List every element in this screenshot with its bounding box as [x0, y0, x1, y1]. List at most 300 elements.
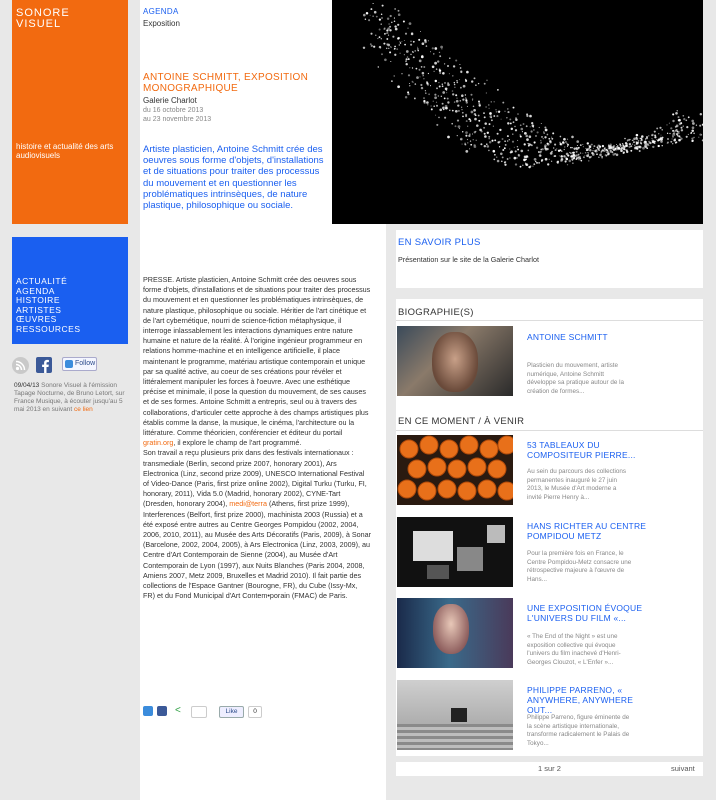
particle — [447, 98, 449, 100]
particle — [484, 145, 486, 147]
particle — [572, 155, 573, 156]
particle — [455, 110, 458, 113]
particle — [420, 31, 421, 32]
particle — [496, 156, 498, 158]
particle — [557, 161, 559, 163]
particle — [612, 146, 614, 148]
particle — [672, 135, 674, 137]
particle — [608, 147, 610, 149]
particle — [384, 27, 386, 29]
particle — [447, 136, 450, 139]
particle — [543, 138, 544, 139]
particle — [555, 149, 557, 151]
particle — [398, 13, 401, 16]
item-thumbnail[interactable] — [397, 680, 513, 750]
particle — [454, 84, 456, 86]
particle — [524, 155, 527, 158]
particle — [405, 33, 407, 35]
particle — [397, 24, 399, 26]
particle — [478, 120, 480, 122]
particle — [466, 71, 469, 74]
particle — [442, 103, 444, 105]
item-title-1[interactable]: 53 TABLEAUX DU COMPOSITEUR PIERRE... — [527, 440, 636, 460]
particle — [497, 133, 499, 135]
particle — [504, 147, 506, 149]
particle — [412, 51, 413, 52]
like-count: 0 — [248, 706, 262, 718]
particle — [676, 125, 679, 128]
particle — [373, 3, 374, 4]
particle — [363, 14, 366, 17]
particle — [566, 143, 567, 144]
particle — [509, 157, 511, 159]
particle — [409, 22, 412, 25]
date-to: au 23 novembre 2013 — [143, 116, 212, 123]
particle — [667, 138, 669, 140]
particle — [389, 29, 391, 31]
particle — [536, 162, 538, 164]
particle — [394, 48, 396, 50]
share-icon[interactable]: < — [175, 706, 185, 716]
particle — [395, 28, 398, 31]
particle — [532, 125, 535, 128]
particle — [439, 86, 441, 88]
particle — [548, 138, 550, 140]
news-link[interactable]: ce lien — [73, 406, 93, 413]
particle — [381, 14, 383, 16]
particle — [386, 48, 387, 49]
particle — [572, 147, 573, 148]
particle — [624, 147, 625, 148]
particle — [517, 140, 518, 141]
particle — [567, 146, 568, 147]
particle — [474, 118, 477, 121]
particle — [388, 48, 389, 49]
particle — [467, 139, 468, 140]
particle — [470, 144, 472, 146]
gratin-link[interactable]: gratin.org — [143, 438, 174, 448]
particle — [509, 148, 510, 149]
particle — [439, 52, 440, 53]
facebook-share-icon[interactable] — [157, 706, 167, 716]
particle — [379, 18, 381, 20]
particle — [507, 111, 509, 113]
particle — [620, 147, 623, 150]
particle — [571, 136, 574, 139]
particle — [468, 135, 470, 137]
body-text: PRESSE. Artiste plasticien, Antoine Schmitt crée des oeuvres sous forme d'objets, d'installations et de situations pour traiter des processus du mouvement et en questionner les problématiques intrinsèques, de nature plastique, philosophique ou sociale. Héritier de l'art cinétique et de l'art cybernétique, nourri de science-fiction métaphysique, il interroge inlassablement les interactions dynamiques entre nature humaine et nature de la réalité. À l'origine ingénieur programmeur en relations homme-machine et en intelligence artificielle, il place maintenant le programme, matériau artistique contemporain et unique par sa qualité active, au coeur de ses créations pour révéler et littéralement manipuler les forces à l'oeuvre. Avec une esthétique précise et minimale, il pose la question du mouvement, de ses causes et de ses formes. Antoine Schmitt a entrepris, seul ou à travers des collaborations, d'articuler cette approche à des champs artistiques plus établis comme la danse, la musique, le cinéma, l'architecture ou la littérature. Comme théoricien, conférencier et éditeur du portail — [143, 275, 371, 438]
particle — [674, 135, 675, 136]
particle — [569, 152, 570, 153]
particle — [614, 153, 615, 154]
particle — [382, 5, 384, 7]
particle — [487, 132, 489, 134]
particle — [667, 141, 669, 143]
particle — [381, 38, 382, 39]
hero-image — [332, 0, 703, 224]
particle — [659, 127, 661, 129]
item-desc-2: Pour la première fois en France, le Centre Pompidou-Metz consacre une rétrospective majeure à l'œuvre de Hans... — [527, 550, 632, 583]
particle — [439, 72, 441, 74]
particle — [476, 124, 479, 127]
particle — [592, 153, 595, 156]
facebook-icon[interactable] — [36, 357, 52, 373]
particle — [405, 96, 407, 98]
particle — [504, 161, 506, 163]
particle — [390, 61, 391, 62]
particle — [559, 155, 560, 156]
particle — [407, 93, 409, 95]
article-lead: Artiste plasticien, Antoine Schmitt crée des oeuvres sous forme d'objets, d'installations et de situations pour traiter des processus du mouvement et en questionner les problématiques intrinsèques, de nature plastique, philosophique ou sociale. — [143, 144, 324, 212]
particle — [388, 35, 389, 36]
particle — [444, 82, 446, 84]
particle — [530, 126, 531, 127]
particle — [601, 156, 602, 157]
particle — [449, 110, 450, 111]
breadcrumb-section[interactable]: AGENDA — [143, 7, 179, 16]
particle — [540, 151, 541, 152]
particle — [394, 21, 396, 23]
particle — [539, 127, 540, 128]
particle — [407, 27, 408, 28]
particle — [465, 98, 467, 100]
particle — [469, 134, 470, 135]
nav-item-agenda[interactable]: AGENDA — [16, 285, 55, 296]
particle — [507, 158, 509, 160]
particle — [491, 119, 493, 121]
savoir-link[interactable]: Présentation sur le site de la Galerie Charlot — [398, 255, 540, 264]
particle — [501, 160, 503, 162]
twitter-follow-button[interactable] — [62, 357, 97, 371]
particle — [397, 85, 400, 88]
particle — [516, 157, 517, 158]
particle — [585, 152, 587, 154]
orange-discs-image — [397, 435, 513, 505]
particle — [500, 153, 503, 156]
particle — [481, 130, 483, 132]
item-title-4[interactable]: PHILIPPE PARRENO, « ANYWHERE, ANYWHERE OUT... — [527, 685, 634, 715]
particle — [485, 106, 486, 107]
body-text: Son travail a reçu plusieurs prix dans des festivals internationaux : transmediale (Berlin, second prize 2007, honorary 2001), Ars Electronica (Linz, second prize 2009), UNESCO International Festival of Video-Dance (Paris, first prize online 2002), Digital Turku (Turku, FI, honorary, 2011), Vida 5.0 (Madrid, honorary 2002), CYNE-Tart (Dresden, honorary 2004), — [143, 448, 367, 509]
particle — [484, 135, 487, 138]
particle — [681, 129, 683, 131]
particle — [363, 47, 365, 49]
particle — [420, 84, 422, 86]
particle — [561, 151, 562, 152]
particle — [580, 159, 581, 160]
particle — [586, 154, 589, 157]
particle — [454, 82, 455, 83]
particle — [426, 101, 429, 104]
particle — [583, 146, 584, 147]
particle — [466, 120, 468, 122]
nav-item-histoire[interactable]: HISTOIRE — [16, 295, 60, 306]
share-count-box — [191, 706, 207, 718]
particle — [433, 71, 434, 72]
particle — [593, 145, 595, 147]
particle — [522, 165, 524, 167]
rss-icon[interactable] — [12, 357, 29, 374]
particle — [414, 98, 415, 99]
main-nav — [12, 237, 128, 344]
particle — [630, 145, 632, 147]
particle — [685, 119, 687, 121]
nav-item-artistes[interactable]: ARTISTES — [16, 304, 62, 315]
particle — [541, 136, 543, 138]
particle — [416, 68, 418, 70]
particle — [588, 154, 589, 155]
particle — [607, 153, 609, 155]
particle — [578, 156, 581, 159]
particle — [630, 150, 632, 152]
particle — [493, 159, 495, 161]
particle — [493, 150, 496, 153]
particle — [569, 160, 572, 163]
particle — [543, 131, 544, 132]
particle — [560, 136, 562, 138]
particle — [514, 126, 515, 127]
particle — [578, 154, 580, 156]
particle — [596, 146, 598, 148]
particle — [502, 156, 504, 158]
particle — [368, 19, 370, 21]
twitter-share-icon[interactable] — [143, 706, 153, 716]
particle — [436, 102, 437, 103]
particle — [465, 94, 466, 95]
particle — [534, 158, 537, 161]
particle — [598, 145, 599, 146]
particle — [404, 40, 405, 41]
item-thumbnail[interactable] — [397, 598, 513, 668]
steps-shape — [397, 724, 513, 750]
particle — [488, 104, 489, 105]
particle — [526, 138, 529, 141]
particle — [383, 43, 385, 45]
particle — [654, 140, 656, 142]
particle — [491, 140, 493, 142]
item-title-2[interactable]: HANS RICHTER AU CENTRE POMPIDOU METZ — [527, 521, 647, 541]
bio-thumbnail[interactable] — [397, 326, 513, 396]
particle — [658, 133, 659, 134]
particle — [495, 109, 496, 110]
particle — [388, 23, 390, 25]
particle — [434, 62, 437, 65]
item-thumbnail[interactable] — [397, 517, 513, 587]
particle — [430, 51, 431, 52]
particle — [531, 122, 533, 124]
particle — [681, 127, 683, 129]
particle — [462, 99, 464, 101]
savoir-heading[interactable]: EN SAVOIR PLUS — [398, 237, 481, 248]
page-indicator: 1 sur 2 — [538, 764, 561, 773]
particle — [394, 46, 396, 48]
particle — [692, 126, 695, 129]
mediaterra-link[interactable]: medi@terra — [229, 499, 267, 509]
particle — [436, 68, 438, 70]
particle — [424, 41, 427, 44]
particle — [488, 108, 489, 109]
particle — [661, 135, 662, 136]
particle — [672, 130, 674, 132]
particle — [398, 37, 400, 39]
particle — [483, 112, 485, 114]
particle — [644, 142, 647, 145]
particle — [406, 50, 409, 53]
particle — [583, 156, 585, 158]
particle — [455, 94, 457, 96]
particle — [507, 122, 509, 124]
particle — [442, 107, 445, 110]
site-logo[interactable] — [12, 0, 128, 224]
particle — [439, 55, 441, 57]
particle — [437, 60, 439, 62]
particle — [384, 33, 386, 35]
particle — [461, 94, 464, 97]
particle — [463, 85, 466, 88]
particle — [417, 47, 418, 48]
particle — [488, 136, 490, 138]
particle — [549, 159, 550, 160]
particle — [523, 123, 525, 125]
particle — [370, 15, 371, 16]
particle — [455, 59, 457, 61]
particle — [475, 84, 477, 86]
particle — [627, 145, 628, 146]
particle — [415, 83, 417, 85]
particle — [421, 87, 423, 89]
particle — [660, 138, 663, 141]
venue: Galerie Charlot — [143, 96, 197, 105]
particle — [520, 135, 522, 137]
particle — [434, 94, 436, 96]
particle — [486, 145, 489, 148]
logo-line-2: VISUEL — [16, 18, 62, 30]
particle — [554, 144, 556, 146]
particle — [534, 141, 536, 143]
particle — [669, 123, 670, 124]
particle — [645, 139, 646, 140]
particle — [636, 134, 639, 137]
particle — [381, 17, 383, 19]
nav-item-oeuvres[interactable]: ŒUVRES — [16, 314, 57, 325]
particle — [678, 119, 680, 121]
nav-item-ressources[interactable]: RESSOURCES — [16, 323, 81, 334]
particle-artwork — [332, 0, 703, 224]
particle — [572, 152, 574, 154]
twitter-icon — [65, 360, 73, 368]
particle — [449, 73, 450, 74]
particle — [520, 124, 522, 126]
particle — [680, 137, 681, 138]
particle — [476, 140, 477, 141]
particle — [514, 157, 517, 160]
particle — [598, 149, 600, 151]
like-button[interactable]: Like — [219, 706, 244, 718]
particle — [683, 125, 684, 126]
particle — [543, 132, 545, 134]
item-thumbnail[interactable] — [397, 435, 513, 505]
particle — [454, 101, 455, 102]
particle — [554, 155, 556, 157]
particle — [672, 138, 673, 139]
divider — [396, 320, 703, 321]
particle — [455, 125, 457, 127]
particle — [693, 137, 694, 138]
particle — [522, 131, 523, 132]
particle — [432, 47, 434, 49]
follow-label: Follow — [75, 360, 96, 367]
particle — [452, 110, 454, 112]
particle — [467, 106, 468, 107]
particle — [412, 81, 413, 82]
particle — [528, 145, 530, 147]
particle — [612, 151, 613, 152]
particle — [478, 101, 480, 103]
particle — [370, 43, 372, 45]
page-title: ANTOINE SCHMITT, EXPOSITION MONOGRAPHIQUE — [143, 72, 309, 94]
particle — [544, 136, 546, 138]
particle — [686, 126, 688, 128]
particle — [457, 104, 459, 106]
particle — [545, 129, 548, 132]
particle — [511, 128, 513, 130]
particle — [570, 147, 572, 149]
particle — [478, 115, 480, 117]
particle — [654, 134, 656, 136]
particle — [430, 85, 431, 86]
particle — [532, 166, 533, 167]
particle — [634, 145, 635, 146]
particle — [699, 125, 701, 127]
particle — [672, 120, 674, 122]
particle — [547, 134, 549, 136]
particle — [576, 151, 578, 153]
particle — [633, 141, 635, 143]
nav-item-actualite[interactable]: ACTUALITÉ — [16, 276, 68, 286]
particle — [607, 150, 608, 151]
particle — [525, 163, 527, 165]
particle — [658, 139, 660, 141]
next-page-link[interactable]: suivant — [671, 764, 695, 773]
particle — [576, 158, 578, 160]
particle — [565, 160, 567, 162]
particle — [490, 112, 491, 113]
particle — [688, 134, 689, 135]
particle — [414, 50, 416, 52]
particle — [458, 125, 461, 128]
particle — [608, 144, 609, 145]
item-title-3[interactable]: UNE EXPOSITION ÉVOQUE L'UNIVERS DU FILM «... — [527, 603, 643, 623]
particle — [504, 164, 506, 166]
particle — [398, 10, 400, 12]
particle — [484, 116, 486, 118]
particle — [410, 44, 412, 46]
bio-name[interactable]: ANTOINE SCHMITT — [527, 332, 608, 342]
particle — [456, 97, 457, 98]
particle — [376, 16, 378, 18]
particle — [589, 156, 591, 158]
particle — [446, 90, 447, 91]
particle — [403, 20, 405, 22]
particle — [632, 144, 633, 145]
particle — [540, 143, 541, 144]
particle — [371, 45, 373, 47]
particle — [460, 71, 462, 73]
particle — [654, 131, 656, 133]
particle — [544, 144, 547, 147]
particle — [373, 46, 375, 48]
particle — [517, 146, 518, 147]
